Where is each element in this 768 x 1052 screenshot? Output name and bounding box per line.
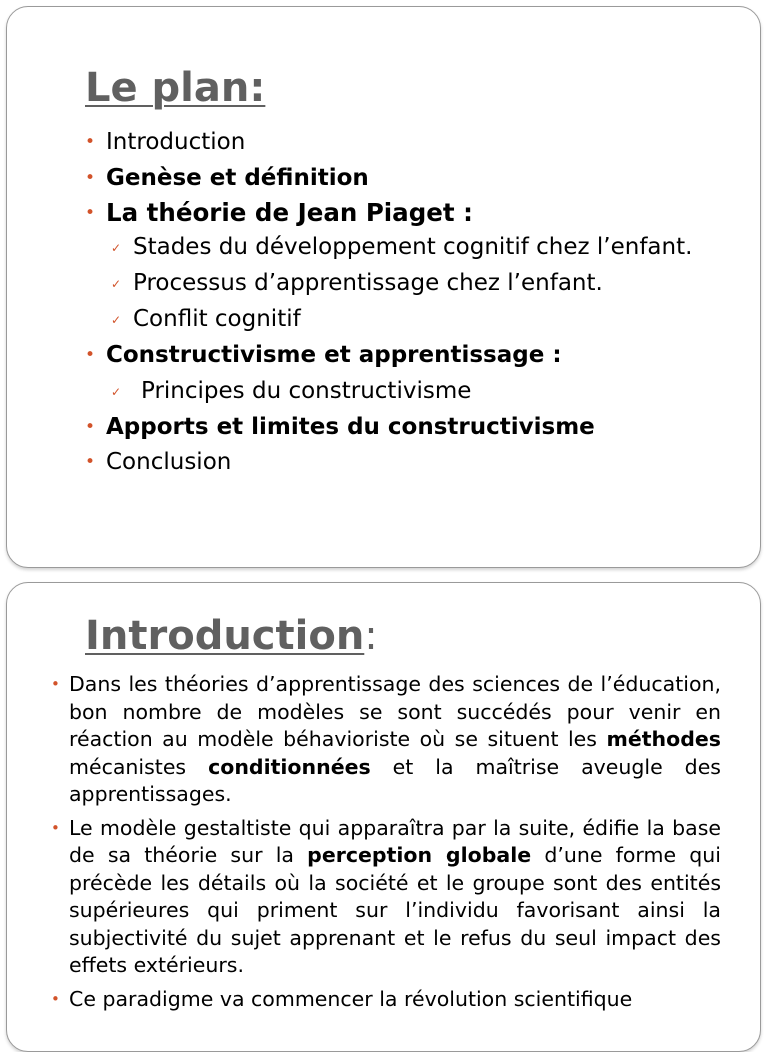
slide-title-colon: :: [364, 613, 378, 659]
list-item: [85, 163, 735, 193]
dot-bullet-icon: •: [51, 818, 60, 837]
list-item: [85, 447, 735, 477]
sub-list-item-text: Stades du développement cognitif chez l’enfant.: [133, 234, 693, 260]
slide-title: Le plan:: [85, 65, 266, 111]
dot-bullet-icon: •: [85, 452, 96, 472]
list-item: [85, 412, 735, 442]
paragraph-item: [51, 815, 721, 980]
slide-title: [85, 613, 378, 659]
list-item-text: Constructivisme et apprentissage :: [106, 342, 562, 368]
dot-bullet-icon: •: [51, 989, 60, 1008]
list-item-text: Apports et limites du constructivisme: [106, 413, 595, 440]
sub-list-item: [111, 304, 735, 334]
bold-term: conditionnées: [208, 754, 371, 779]
list-item-text: Genèse et définition: [106, 164, 369, 191]
dot-bullet-icon: •: [85, 203, 96, 223]
paragraph-item: [51, 671, 721, 809]
paragraph-text: mécanistes: [69, 754, 209, 779]
dot-bullet-icon: •: [51, 675, 60, 693]
dot-bullet-icon: •: [85, 167, 96, 188]
slide-plan: [6, 6, 761, 568]
paragraph-text: Le modèle gestaltiste qui apparaîtra par la suite, édifie la base de sa théorie sur la: [69, 815, 721, 867]
dot-bullet-icon: •: [85, 416, 96, 437]
bold-term: méthodes: [606, 727, 721, 751]
paragraph-text: Ce paradigme va commencer la révolution scientifique: [69, 986, 633, 1011]
intro-list: [51, 671, 721, 1019]
list-item-text: Introduction: [106, 129, 246, 155]
list-item: [85, 340, 735, 370]
sub-list-item-text: Principes du constructivisme: [141, 377, 472, 404]
list-item: [85, 198, 735, 228]
checkmark-bullet-icon: ✓: [111, 241, 122, 255]
sub-list-item: [111, 232, 735, 262]
checkmark-bullet-icon: ✓: [111, 277, 122, 291]
paragraph-text: et la maîtrise aveugle des apprentissages.: [69, 754, 721, 806]
plan-list: [85, 127, 735, 483]
paragraph-item: [51, 986, 721, 1014]
checkmark-bullet-icon: ✓: [111, 384, 122, 399]
paragraph-text: d’une forme qui précède les détails où la société et le groupe sont des entités supérieures qui priment sur l’individu favorisant ainsi la subjectivité du sujet apprenant et le refus du seul impact des effets extérieurs.: [69, 843, 721, 977]
sub-list-item-text: Conflit cognitif: [133, 306, 301, 332]
bold-term: perception globale: [307, 843, 532, 867]
dot-bullet-icon: •: [85, 345, 96, 365]
sub-list-item: [111, 268, 735, 298]
list-item: [85, 127, 735, 157]
dot-bullet-icon: •: [85, 132, 96, 152]
sub-list-item: [111, 376, 735, 406]
sub-list-item-text: Processus d’apprentissage chez l’enfant.: [133, 270, 603, 296]
list-item-text: Conclusion: [106, 449, 232, 475]
paragraph-text: Dans les théories d’apprentissage des sciences de l’éducation, bon nombre de modèles se sont succédés pour venir en réaction au modèle béhavioriste où se situent les: [69, 672, 721, 751]
slide-introduction: [6, 582, 761, 1052]
checkmark-bullet-icon: ✓: [111, 313, 122, 327]
slide-title-text: Introduction: [85, 613, 365, 659]
list-item-text: La théorie de Jean Piaget :: [106, 198, 473, 227]
